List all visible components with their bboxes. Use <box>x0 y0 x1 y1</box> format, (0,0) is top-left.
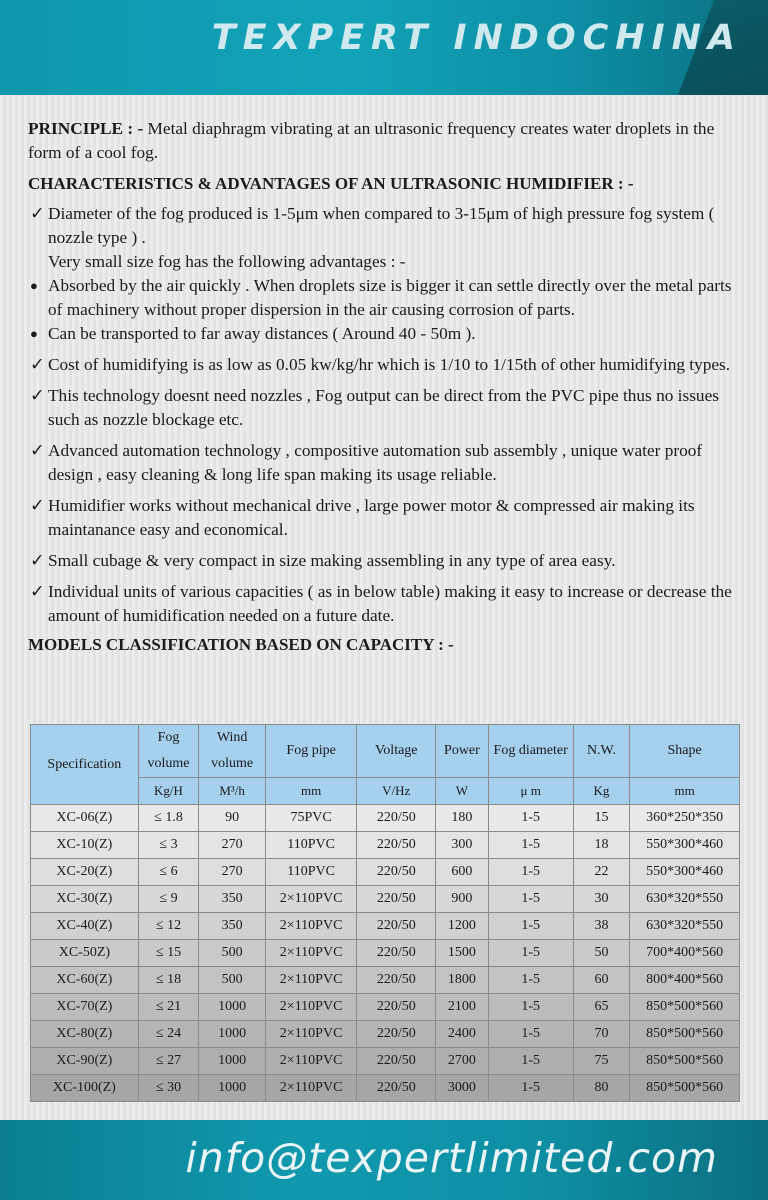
characteristic-text: Humidifier works without mechanical drive , large power motor & compressed air making its maintanance easy and economical. <box>48 496 695 539</box>
table-cell: 350 <box>199 913 266 940</box>
table-cell: XC-90(Z) <box>31 1048 139 1075</box>
table-cell: XC-80(Z) <box>31 1021 139 1048</box>
table-cell: 30 <box>573 886 629 913</box>
checkmark-icon: ✓ <box>30 386 45 405</box>
unit-header: M³/h <box>199 778 266 805</box>
table-cell: ≤ 18 <box>138 967 199 994</box>
table-cell: 75PVC <box>265 805 356 832</box>
table-cell: XC-20(Z) <box>31 859 139 886</box>
table-cell: 700*400*560 <box>630 940 740 967</box>
principle-paragraph <box>28 117 740 164</box>
table-cell: 75 <box>573 1048 629 1075</box>
table-cell: ≤ 6 <box>138 859 199 886</box>
header-banner <box>0 0 768 95</box>
checkmark-icon: ✓ <box>30 582 45 601</box>
principle-text: Metal diaphragm vibrating at an ultrasonic frequency creates water droplets in the form of a cool fog. <box>28 119 715 162</box>
principle-label: PRINCIPLE : - <box>28 119 144 138</box>
checkmark-icon: ✓ <box>30 496 45 515</box>
table-cell: 1-5 <box>488 913 573 940</box>
bullet-icon: ● <box>30 278 38 293</box>
table-cell: 1500 <box>436 940 488 967</box>
table-row <box>31 967 740 994</box>
table-cell: XC-30(Z) <box>31 886 139 913</box>
table-cell: 110PVC <box>265 832 356 859</box>
footer-email: info@texpertlimited.com <box>185 1134 718 1182</box>
table-cell: 2×110PVC <box>265 913 356 940</box>
models-heading: MODELS CLASSIFICATION BASED ON CAPACITY : - <box>28 635 454 654</box>
table-cell: 50 <box>573 940 629 967</box>
table-cell: XC-06(Z) <box>31 805 139 832</box>
unit-header: Kg/H <box>138 778 199 805</box>
table-cell: 850*500*560 <box>630 1048 740 1075</box>
table-body <box>31 805 740 1102</box>
table-cell: 220/50 <box>357 1075 436 1102</box>
table-cell: 180 <box>436 805 488 832</box>
table-cell: 800*400*560 <box>630 967 740 994</box>
table-cell: 220/50 <box>357 967 436 994</box>
characteristic-text: Cost of humidifying is as low as 0.05 kw/kg/hr which is 1/10 to 1/15th of other humidifying types. <box>48 355 731 374</box>
characteristics-heading: CHARACTERISTICS & ADVANTAGES OF AN ULTRASONIC HUMIDIFIER : - <box>28 174 634 193</box>
table-cell: 850*500*560 <box>630 1075 740 1102</box>
table-cell: ≤ 12 <box>138 913 199 940</box>
table-cell: 2×110PVC <box>265 994 356 1021</box>
table-row <box>31 1021 740 1048</box>
characteristic-text: Absorbed by the air quickly . When droplets size is bigger it can settle directly over the metal parts of machinery without proper dispersion in the air causing corrosion of parts. <box>48 276 732 319</box>
table-cell: 2400 <box>436 1021 488 1048</box>
table-cell: 270 <box>199 832 266 859</box>
table-cell: 38 <box>573 913 629 940</box>
table-row <box>31 805 740 832</box>
characteristic-item <box>28 549 740 573</box>
table-cell: 850*500*560 <box>630 994 740 1021</box>
table-cell: 220/50 <box>357 805 436 832</box>
table-cell: 500 <box>199 940 266 967</box>
table-row <box>31 913 740 940</box>
table-cell: 220/50 <box>357 940 436 967</box>
unit-header: μ m <box>488 778 573 805</box>
table-cell: 1800 <box>436 967 488 994</box>
table-cell: 550*300*460 <box>630 832 740 859</box>
checkmark-icon: ✓ <box>30 551 45 570</box>
table-cell: 220/50 <box>357 913 436 940</box>
table-cell: 22 <box>573 859 629 886</box>
unit-header: W <box>436 778 488 805</box>
table-cell: 850*500*560 <box>630 1021 740 1048</box>
table-cell: 1-5 <box>488 994 573 1021</box>
table-cell: XC-70(Z) <box>31 994 139 1021</box>
table-cell: 2×110PVC <box>265 940 356 967</box>
unit-header: mm <box>630 778 740 805</box>
characteristic-text: Diameter of the fog produced is 1-5μm when compared to 3-15μm of high pressure fog system ( nozzle type ) . <box>48 204 715 247</box>
unit-header: V/Hz <box>357 778 436 805</box>
table-cell: 1-5 <box>488 886 573 913</box>
column-header: Fog volume <box>138 725 199 778</box>
characteristic-text: Very small size fog has the following advantages : - <box>48 252 406 271</box>
table-cell: 630*320*550 <box>630 886 740 913</box>
table-cell: 2100 <box>436 994 488 1021</box>
column-header: Fog pipe <box>265 725 356 778</box>
table-cell: XC-40(Z) <box>31 913 139 940</box>
table-cell: 80 <box>573 1075 629 1102</box>
table-cell: XC-10(Z) <box>31 832 139 859</box>
table-cell: 360*250*350 <box>630 805 740 832</box>
table-cell: 110PVC <box>265 859 356 886</box>
characteristic-text: Small cubage & very compact in size making assembling in any type of area easy. <box>48 551 616 570</box>
table-cell: 60 <box>573 967 629 994</box>
table-cell: 220/50 <box>357 1021 436 1048</box>
table-cell: 1-5 <box>488 832 573 859</box>
characteristic-item <box>28 384 740 432</box>
column-header: Power <box>436 725 488 778</box>
table-cell: 1-5 <box>488 967 573 994</box>
models-table <box>30 724 740 1102</box>
table-cell: 220/50 <box>357 1048 436 1075</box>
table-row <box>31 832 740 859</box>
table-cell: ≤ 27 <box>138 1048 199 1075</box>
table-row <box>31 1075 740 1102</box>
characteristic-item <box>28 202 740 250</box>
table-cell: ≤ 30 <box>138 1075 199 1102</box>
table-header-row <box>31 725 740 778</box>
table-cell: 2×110PVC <box>265 1021 356 1048</box>
column-header: Shape <box>630 725 740 778</box>
checkmark-icon: ✓ <box>30 441 45 460</box>
characteristics-list <box>28 202 740 628</box>
table-cell: ≤ 1.8 <box>138 805 199 832</box>
checkmark-icon: ✓ <box>30 355 45 374</box>
characteristic-item <box>28 322 740 346</box>
table-cell: 500 <box>199 967 266 994</box>
brand-logo: TEXPERT INDOCHINA <box>211 18 742 58</box>
table-cell: 2×110PVC <box>265 967 356 994</box>
table-cell: 1200 <box>436 913 488 940</box>
table-cell: 2×110PVC <box>265 886 356 913</box>
column-header: Fog diameter <box>488 725 573 778</box>
table-cell: 300 <box>436 832 488 859</box>
table-cell: 70 <box>573 1021 629 1048</box>
table-cell: 270 <box>199 859 266 886</box>
table-cell: 90 <box>199 805 266 832</box>
table-cell: ≤ 15 <box>138 940 199 967</box>
characteristic-text: Individual units of various capacities ( as in below table) making it easy to increase or decrease the amount of humidification needed on a future date. <box>48 582 732 625</box>
characteristic-item <box>28 274 740 322</box>
table-cell: 900 <box>436 886 488 913</box>
table-cell: 220/50 <box>357 994 436 1021</box>
characteristic-item <box>28 494 740 542</box>
characteristic-item <box>28 580 740 628</box>
table-cell: 550*300*460 <box>630 859 740 886</box>
table-cell: 1-5 <box>488 805 573 832</box>
bullet-icon: ● <box>30 326 38 341</box>
table-cell: 3000 <box>436 1075 488 1102</box>
column-header: Voltage <box>357 725 436 778</box>
table-cell: 600 <box>436 859 488 886</box>
characteristic-text: Can be transported to far away distances ( Around 40 - 50m ). <box>48 324 476 343</box>
unit-header: mm <box>265 778 356 805</box>
table-cell: 1-5 <box>488 859 573 886</box>
table-cell: XC-50Z) <box>31 940 139 967</box>
footer-banner <box>0 1120 768 1200</box>
table-row <box>31 1048 740 1075</box>
content-column <box>28 117 740 663</box>
column-header: Wind volume <box>199 725 266 778</box>
column-header: N.W. <box>573 725 629 778</box>
unit-header: Kg <box>573 778 629 805</box>
table-cell: 1-5 <box>488 1075 573 1102</box>
table-cell: 1000 <box>199 1075 266 1102</box>
table-cell: 2×110PVC <box>265 1075 356 1102</box>
table-row <box>31 994 740 1021</box>
table-cell: ≤ 9 <box>138 886 199 913</box>
table-cell: ≤ 24 <box>138 1021 199 1048</box>
table-cell: 220/50 <box>357 859 436 886</box>
table-cell: 1000 <box>199 994 266 1021</box>
table-cell: 1-5 <box>488 1021 573 1048</box>
table-cell: 15 <box>573 805 629 832</box>
characteristic-item <box>28 353 740 377</box>
table-cell: XC-60(Z) <box>31 967 139 994</box>
table-cell: XC-100(Z) <box>31 1075 139 1102</box>
table-cell: 65 <box>573 994 629 1021</box>
table-cell: 1000 <box>199 1048 266 1075</box>
table-cell: 220/50 <box>357 886 436 913</box>
table-cell: ≤ 21 <box>138 994 199 1021</box>
table-cell: 1-5 <box>488 1048 573 1075</box>
table-cell: ≤ 3 <box>138 832 199 859</box>
table-cell: 2×110PVC <box>265 1048 356 1075</box>
column-header: Specification <box>31 725 139 805</box>
characteristic-text: This technology doesnt need nozzles , Fog output can be direct from the PVC pipe thus no issues such as nozzle blockage etc. <box>48 386 719 429</box>
checkmark-icon: ✓ <box>30 204 45 223</box>
table-cell: 350 <box>199 886 266 913</box>
table-cell: 1000 <box>199 1021 266 1048</box>
table-cell: 1-5 <box>488 940 573 967</box>
table-row <box>31 886 740 913</box>
characteristic-text: Advanced automation technology , compositive automation sub assembly , unique water proof design , easy cleaning & long life span making its usage reliable. <box>48 441 703 484</box>
characteristic-item <box>28 439 740 487</box>
table-cell: 18 <box>573 832 629 859</box>
table-cell: 630*320*550 <box>630 913 740 940</box>
characteristic-item <box>28 250 740 274</box>
document-body <box>0 95 768 1120</box>
table-row <box>31 859 740 886</box>
table-cell: 220/50 <box>357 832 436 859</box>
table-cell: 2700 <box>436 1048 488 1075</box>
table-row <box>31 940 740 967</box>
